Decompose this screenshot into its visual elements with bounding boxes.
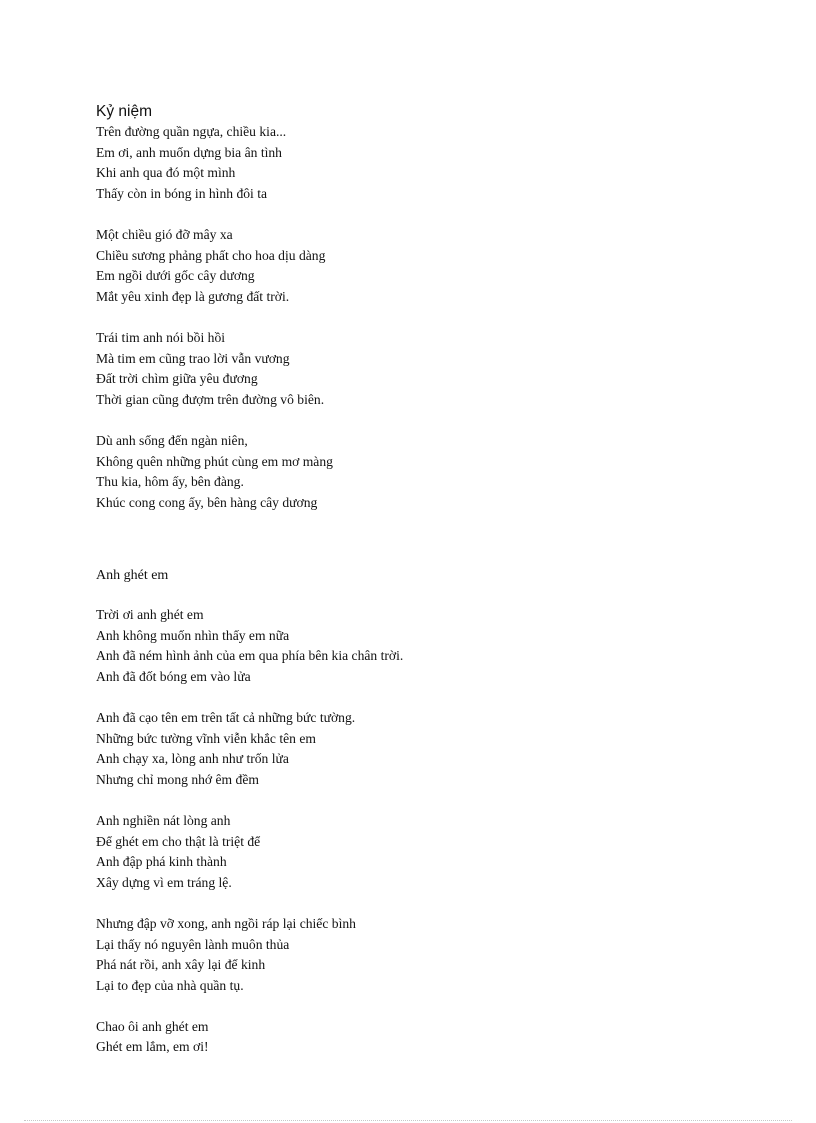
stanza xyxy=(96,811,736,893)
poem-line: Chao ôi anh ghét em xyxy=(96,1018,209,1034)
stanza xyxy=(96,431,736,513)
poem-line: Nhưng chỉ mong nhớ êm đềm xyxy=(96,771,259,787)
poem-line: Đất trời chìm giữa yêu đương xyxy=(96,371,258,387)
poem-line: Anh đã ném hình ảnh của em qua phía bên kia chân trời. xyxy=(96,648,404,664)
poem-title: Anh ghét em xyxy=(96,568,169,583)
poem-line: Anh đập phá kinh thành xyxy=(96,854,227,870)
poem-line: Xây dựng vì em tráng lệ. xyxy=(96,874,232,890)
poem-line: Anh nghiền nát lòng anh xyxy=(96,812,231,828)
poem-line: Khúc cong cong ấy, bên hàng cây dương xyxy=(96,494,318,510)
poem-line: Trên đường quần ngựa, chiều kia... xyxy=(96,124,287,139)
stanza xyxy=(96,708,736,790)
poem-line: Mắt yêu xinh đẹp là gương đất trời. xyxy=(96,288,290,304)
poem-line: Thấy còn in bóng in hình đôi ta xyxy=(96,185,268,201)
poem-line: Em ơi, anh muốn dựng bia ân tình xyxy=(96,144,282,160)
poem-line: Em ngồi dưới gốc cây dương xyxy=(96,268,255,284)
poem-line: Phá nát rồi, anh xây lại đế kinh xyxy=(96,957,266,973)
poem-line: Khi anh qua đó một mình xyxy=(96,165,236,181)
poem-line: Dù anh sống đến ngàn niên, xyxy=(96,432,248,448)
poem-ky-niem xyxy=(96,102,736,513)
poem-line: Thời gian cũng đượm trên đường vô biên. xyxy=(96,391,325,407)
stanza xyxy=(96,328,736,410)
poem-anh-ghet-em xyxy=(96,566,736,1058)
stanza xyxy=(96,225,736,307)
poem-line: Lại thấy nó nguyên lành muôn thủa xyxy=(96,936,290,952)
poem-line: Anh không muốn nhìn thấy em nữa xyxy=(96,627,290,643)
poem-line: Để ghét em cho thật là triệt để xyxy=(96,833,261,849)
poem-line: Chiều sương phảng phất cho hoa dịu dàng xyxy=(96,247,326,263)
stanza xyxy=(96,914,736,996)
poem-line: Nhưng đập vỡ xong, anh ngồi ráp lại chiếc bình xyxy=(96,915,356,931)
stanza xyxy=(96,122,736,204)
stanza xyxy=(96,605,736,687)
poem-line: Lại to đẹp của nhà quần tụ. xyxy=(96,977,244,993)
poem-line: Anh đã cạo tên em trên tất cả những bức tường. xyxy=(96,709,356,725)
poem-line: Những bức tường vĩnh viễn khắc tên em xyxy=(96,730,316,746)
poem-line: Mà tim em cũng trao lời vẫn vương xyxy=(96,350,290,366)
poem-line: Ghét em lắm, em ơi! xyxy=(96,1039,209,1055)
poem-line: Một chiều gió đỡ mây xa xyxy=(96,226,233,242)
poem-line: Trời ơi anh ghét em xyxy=(96,607,204,622)
poem-line: Không quên những phút cùng em mơ màng xyxy=(96,453,333,469)
poem-title: Kỷ niệm xyxy=(96,103,152,120)
poem-line: Anh đã đốt bóng em vào lửa xyxy=(96,668,251,684)
page-bottom-divider xyxy=(24,1120,792,1121)
poem-line: Thu kia, hôm ấy, bên đàng. xyxy=(96,474,244,490)
stanza xyxy=(96,1017,736,1058)
poem-line: Trái tim anh nói bồi hồi xyxy=(96,329,226,345)
poem-line: Anh chạy xa, lòng anh như trốn lửa xyxy=(96,751,289,767)
